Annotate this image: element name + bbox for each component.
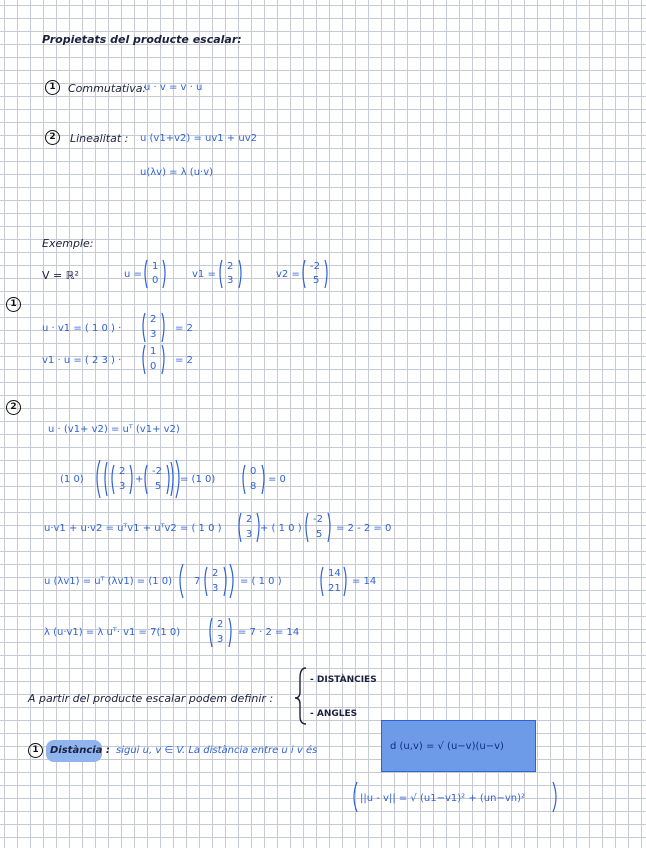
example-heading: Exemple: [42,237,94,250]
distance-text: sigui u, v ∈ V. La distància entre u i v és [116,745,318,756]
v1-label: v1 = [192,269,216,280]
sec2-line4-mid: = ( 1 0 ) [240,576,282,587]
property-2-number: 2 [45,130,60,145]
sec2-line2-result: = 0 [268,474,286,485]
paren-u-right [163,260,165,288]
property-2-formula-2: u(λv) = λ (u·v) [140,167,214,178]
sec2-line4-scalar: 7 [194,576,201,587]
sec2-line4-result: = 14 [352,576,377,587]
paren-s1a-right [162,313,164,342]
sec1-line2-result: = 2 [175,355,193,366]
sec2-line2-v2-top: -2 [152,466,162,477]
sec2-line3-result: = 2 - 2 = 0 [336,523,392,534]
paren-v1-right [239,260,241,288]
u-vector-top: 1 [152,261,159,272]
sec2-line5-left: λ (u·v1) = λ uᵀ· v1 = 7(1 0) [44,627,181,638]
paren-u-left [145,260,147,288]
sec2-line5-vector-bottom: 3 [217,634,224,645]
sec2-line2-v1-bottom: 3 [119,481,126,492]
sec2-line2-v1-top: 2 [119,466,126,477]
section-2-number: 2 [6,400,21,415]
paren-big-right [176,460,179,498]
paren-v2-left [303,260,305,288]
sec2-line1: u · (v1+ v2) = uᵀ (v1+ v2) [48,424,180,435]
sec1-line2-vector-bottom: 0 [150,361,157,372]
sec2-line2-row: (1 0) [60,474,84,485]
v1-vector-top: 2 [227,261,234,272]
u-label: u = [124,269,142,280]
distance-formula-2: ||u - v|| = √ (u1−v1)² + (un−vn)² [360,793,526,804]
section-1-number: 1 [6,297,21,312]
distance-number: 1 [28,743,43,758]
property-1-number: 1 [45,80,60,95]
sec2-line2-v3-top: 0 [250,466,257,477]
sec2-line5-vector-top: 2 [217,619,224,630]
sec2-line3-v2-bottom: 5 [316,529,323,540]
sec2-line4-v2-top: 14 [328,568,341,579]
sec1-line1-result: = 2 [175,323,193,334]
sec2-line2-plus: + [135,474,144,485]
sec2-line3-v1-top: 2 [246,514,253,525]
sec2-line4-v1-bottom: 3 [212,583,219,594]
sec2-line3-v1-bottom: 3 [246,529,253,540]
paren-v2-right [325,260,327,288]
property-2-formula-1: u (v1+v2) = uv1 + uv2 [140,133,257,144]
define-text: A partir del producte escalar podem definir : [28,692,274,705]
example-space: V = ℝ² [42,269,79,282]
property-2-label: Linealitat : [70,132,129,145]
v2-vector-bottom: 5 [313,275,320,286]
v1-vector-bottom: 3 [227,275,234,286]
sec1-line2-vector-top: 1 [150,346,157,357]
property-1-label: Commutativa: [68,82,147,95]
define-option-distances: - DISTÀNCIES [310,675,377,685]
sec2-line3-mid: + ( 1 0 ) [260,523,302,534]
sec2-line2-v2-bottom: 5 [155,481,162,492]
distance-label: Distància : [50,745,110,756]
sec2-line5-result: = 7 · 2 = 14 [238,627,300,638]
paren-s1b-right [162,345,164,374]
page-title: Propietats del producte escalar: [42,33,242,46]
paren-big-left [97,460,100,498]
sec1-line2-left: v1 · u = ( 2 3 ) · [42,355,122,366]
sec2-line4-v2-bottom: 21 [328,583,341,594]
property-1-formula: u · v = v · u [144,82,203,93]
sec2-line2-equals: = (1 0) [180,474,216,485]
define-brace [295,668,306,724]
v2-label: v2 = [276,269,300,280]
define-option-angles: - ANGLES [310,709,358,719]
distance-box-formula: d (u,v) = √ (u−v)(u−v) [390,741,504,752]
sec2-line2-v3-bottom: 8 [250,481,257,492]
paren-s1a-left [143,313,145,342]
sec1-line1-vector-top: 2 [150,314,157,325]
paren-v1-left [220,260,222,288]
sec2-line4-v1-top: 2 [212,568,219,579]
sec1-line1-vector-bottom: 3 [150,329,157,340]
sec2-line3-left: u·v1 + u·v2 = uᵀv1 + uᵀv2 = ( 1 0 ) [44,523,222,534]
v2-vector-top: -2 [310,261,320,272]
sec2-line4-left: u (λv1) = uᵀ (λv1) = (1 0) [44,576,173,587]
sec1-line1-left: u · v1 = ( 1 0 ) · [42,323,122,334]
paren-s1b-left [143,345,145,374]
sec2-line3-v2-top: -2 [313,514,323,525]
u-vector-bottom: 0 [152,275,159,286]
